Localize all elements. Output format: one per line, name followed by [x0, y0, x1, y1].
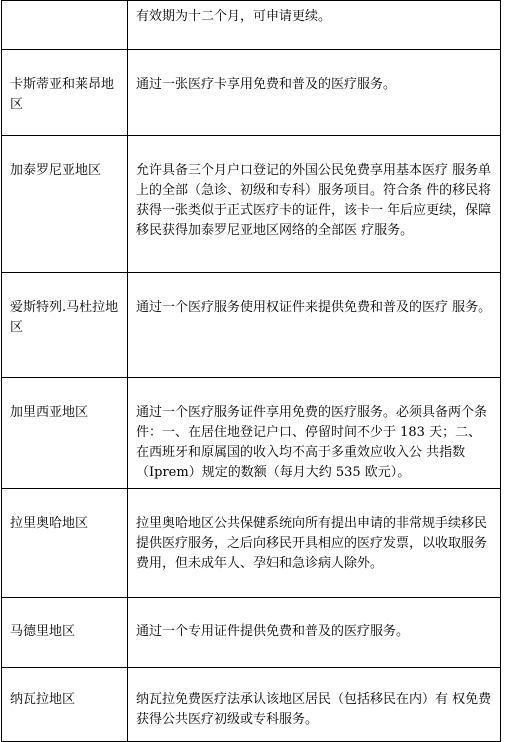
description-cell: [128, 273, 501, 378]
description-cell: [128, 378, 501, 489]
region-name: 爱斯特列.马杜拉地区: [10, 300, 119, 335]
region-description: 通过一个医疗服务证件享用免费的医疗服务。必须具备两个条件：一、在居住地登记户口、停留时间不少于 183 天；二、在西班牙和原属国的收入均不高于多重效应收入公 共指数（Iprem）规定的数额（每月大约 535 欧元）。: [136, 405, 488, 480]
description-cell: [128, 136, 501, 273]
healthcare-regions-table: [1, 0, 501, 742]
table-row: [2, 136, 501, 273]
description-cell: [128, 668, 501, 742]
table-row: [2, 378, 501, 489]
region-name: 加泰罗尼亚地区: [10, 163, 102, 178]
region-name: 卡斯蒂亚和莱昂地区: [10, 77, 115, 112]
description-cell: [128, 1, 501, 50]
region-name: 拉里奥哈地区: [10, 516, 89, 531]
table-row: [2, 273, 501, 378]
region-description: 通过一个医疗服务使用权证件来提供免费和普及的医疗 服务。: [136, 300, 492, 315]
region-cell: [2, 136, 128, 273]
region-description: 有效期为十二个月，可申请更续。: [136, 9, 332, 24]
region-cell: [2, 50, 128, 136]
region-cell: [2, 273, 128, 378]
region-name: 加里西亚地区: [10, 405, 89, 420]
table-row: [2, 50, 501, 136]
region-name: 马德里地区: [10, 624, 76, 639]
description-cell: [128, 489, 501, 598]
region-description: 通过一个专用证件提供免费和普及的医疗服务。: [136, 624, 410, 639]
table-row: [2, 1, 501, 50]
description-cell: [128, 50, 501, 136]
region-description: 允许具备三个月户口登记的外国公民免费享用基本医疗 服务单上的全部（急诊、初级和专科）服务项目。符合条 件的移民将获得一张类似于正式医疗卡的证件，该卡一 年后应更续，保障移民获得加泰罗尼亚地区网络的全部医 疗服务。: [136, 163, 492, 238]
table-row: [2, 668, 501, 742]
region-cell: [2, 378, 128, 489]
region-description: 拉里奥哈地区公共保健系统向所有提出申请的非常规手续移民提供医疗服务，之后向移民开具相应的医疗发票，以收取服务费用，但未成年人、孕妇和急诊病人除外。: [136, 516, 488, 571]
region-cell: [2, 1, 128, 50]
region-description: 纳瓦拉免费医疗法承认该地区居民（包括移民在内）有 权免费获得公共医疗初级或专科服务。: [136, 692, 492, 727]
region-cell: [2, 668, 128, 742]
description-cell: [128, 598, 501, 668]
region-cell: [2, 598, 128, 668]
region-cell: [2, 489, 128, 598]
table-row: [2, 598, 501, 668]
region-description: 通过一张医疗卡享用免费和普及的医疗服务。: [136, 77, 397, 92]
region-name: 纳瓦拉地区: [10, 692, 76, 707]
table-row: [2, 489, 501, 598]
region-name: [2, 1, 127, 7]
